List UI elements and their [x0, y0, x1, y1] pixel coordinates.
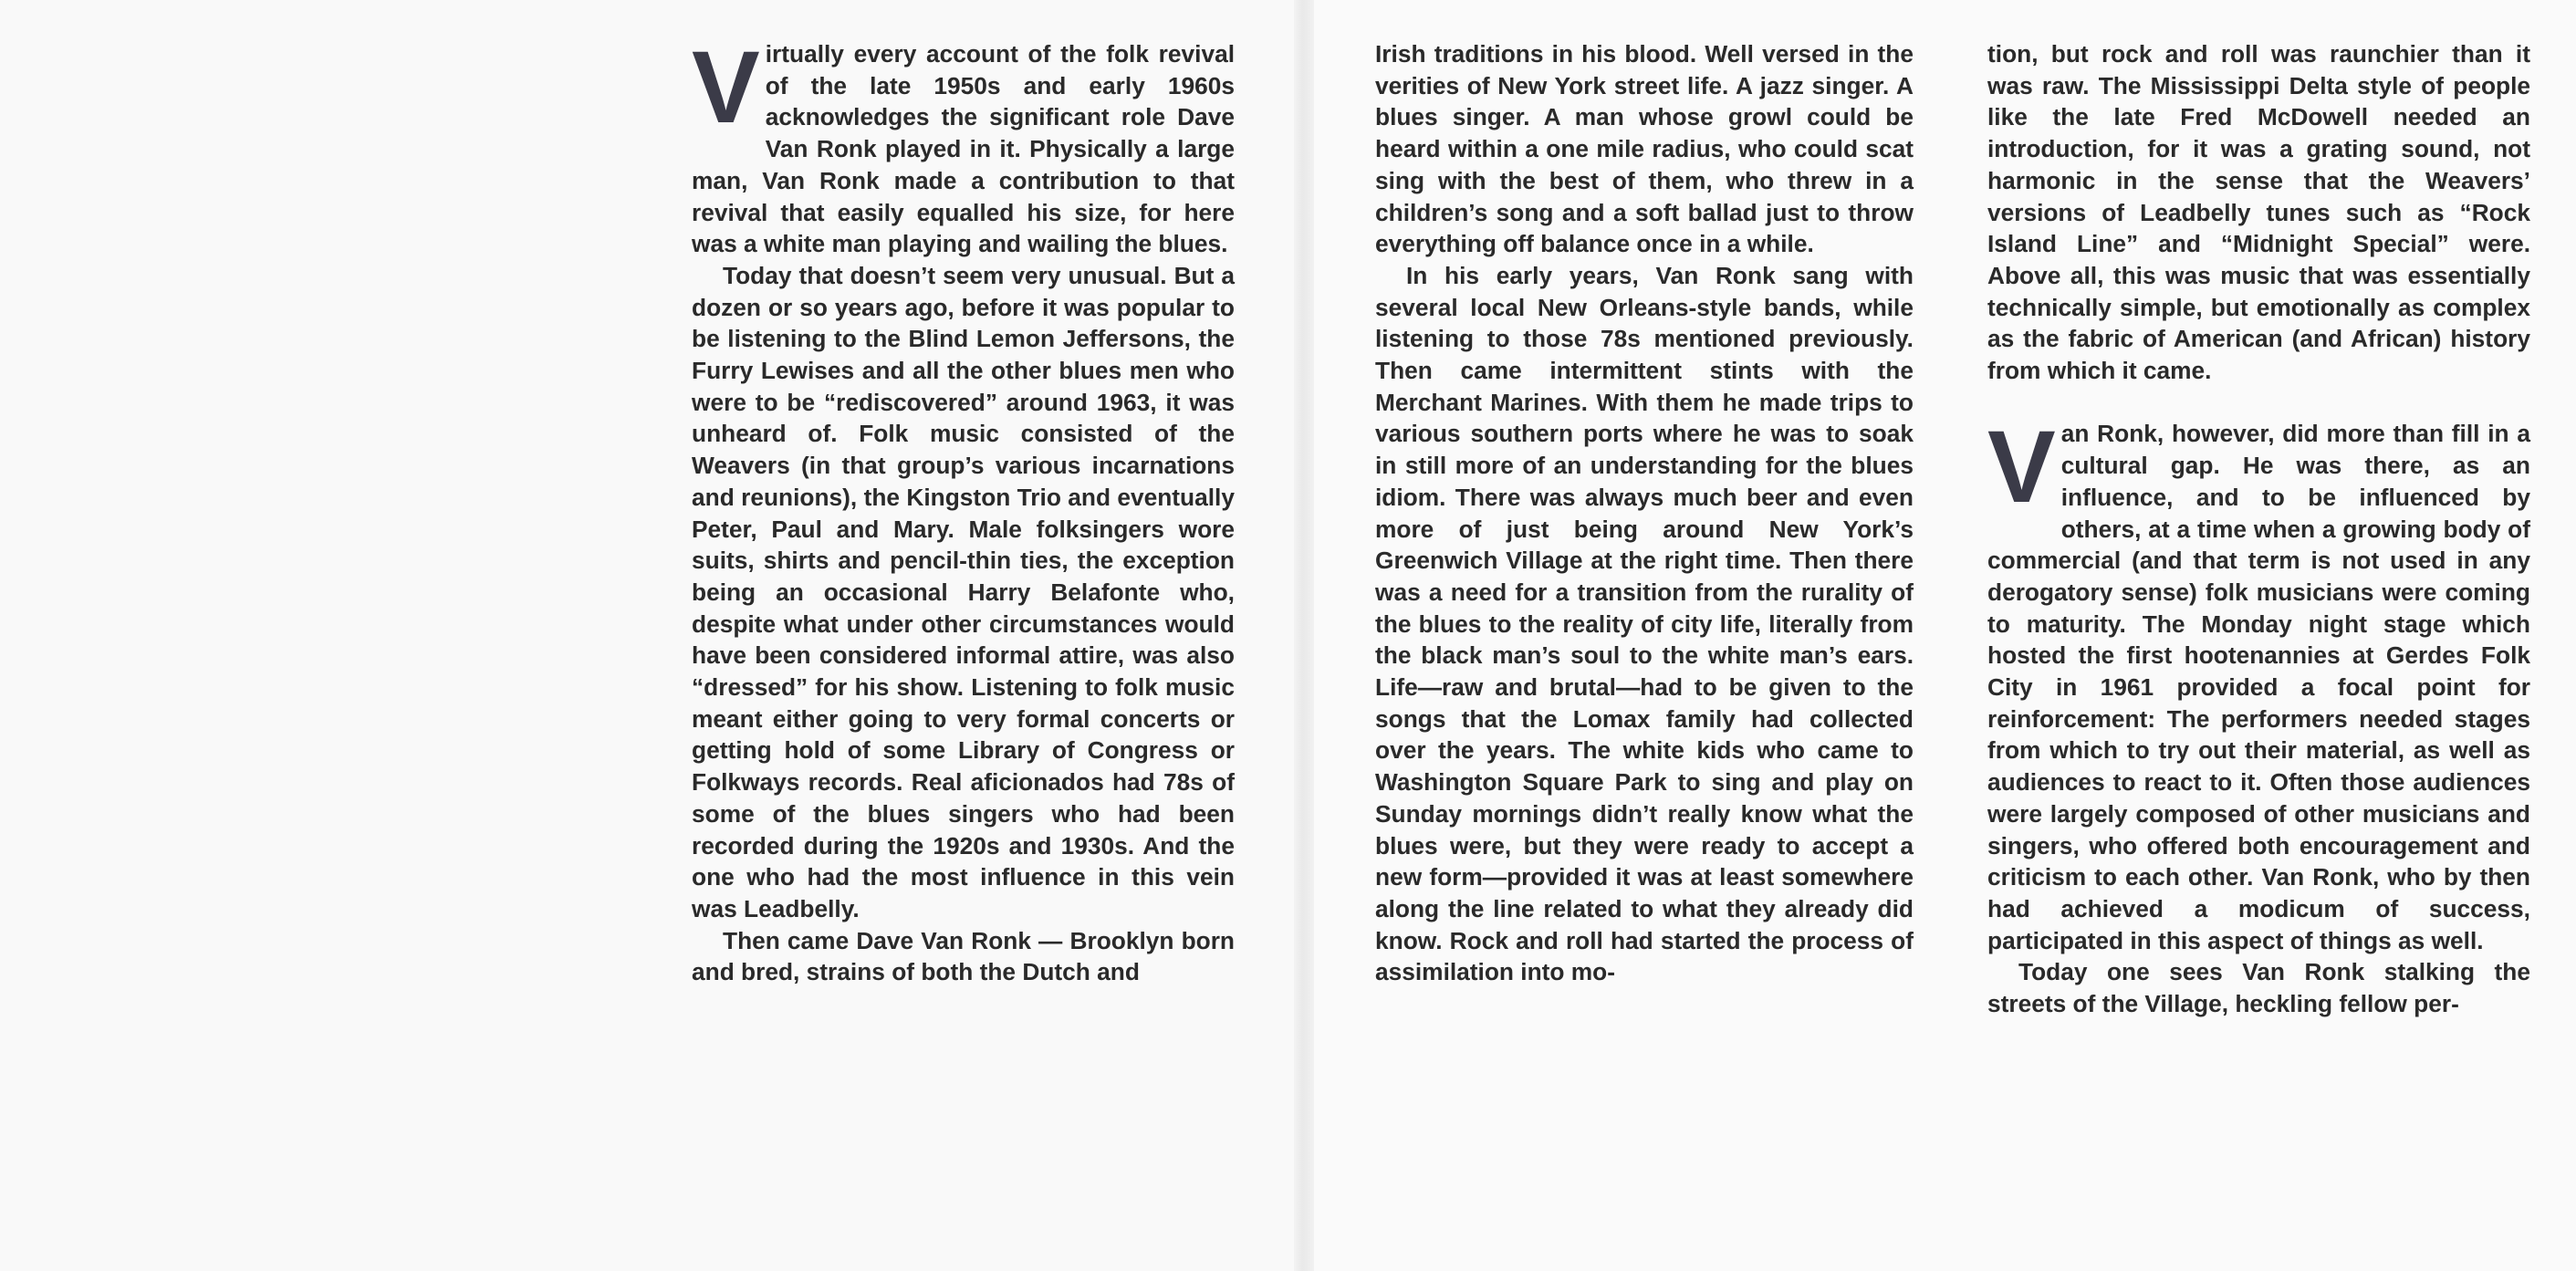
drop-cap: V	[692, 30, 760, 144]
paragraph-text: an Ronk, however, did more than fill in a cultural gap. He was there, as an influence, and to be influenced by others, at a time when a growing body of commercial (and that term is not used in any derogatory sense) folk musicians were coming to maturity. The Monday night stage which hosted the first hootenannies at Gerdes Folk City in 1961 provided a focal point for reinforcement: The performers needed stages from which to try out their material, as well as audiences to react to it. Often those audiences were largely composed of other musicians and singers, who offered both encouragement and criticism to each other. Van Ronk, who by then had achieved a modicum of success, participated in this aspect of things as well.	[1987, 420, 2530, 954]
paragraph	[692, 30, 1235, 260]
paragraph: Then came Dave Van Ronk — Brooklyn born and bred, strains of both the Dutch and	[692, 926, 1235, 986]
drop-cap: V	[1987, 410, 2056, 525]
paragraph: In his early years, Van Ronk sang with several local New Orleans-style bands, while listening to those 78s mentioned previously. Then came intermittent stints with the Merchant Marines. With them he made trips to various southern ports where he was to soak in still more of an understanding for the blues idiom. There was always much beer and even more of just being around New York’s Greenwich Village at the right time. Then there was a need for a transition from the rurality of the blues to the reality of city life, literally from the black man’s soul to the white man’s ears. Life—raw and brutal—had to be given to the songs that the Lomax family had collected over the years. The white kids who came to Washington Square Park to sing and play on Sunday mornings didn’t really know what the blues were, but they were ready to accept a new form—provided it was at least somewhere along the line related to what they already did know. Rock and roll had started the process of assimilation into mo-	[1375, 261, 1914, 986]
paragraph-text: irtually every account of the folk revival of the late 1950s and early 1960s acknowledges the significant role Dave Van Ronk played in it. Physically a large man, Van Ronk made a contribution to that revival that easily equalled his size, for here was a white man playing and wailing the blues.	[692, 40, 1235, 258]
paragraph: tion, but rock and roll was raunchier than it was raw. The Mississippi Delta style of people like the late Fred McDowell needed an introduction, for it was a grating sound, not harmonic in the sense that the Weavers’ versions of Leadbelly tunes such as “Rock Island Line” and “Midnight Special” were. Above all, this was music that was essentially technically simple, but emotionally as complex as the fabric of American (and African) history from which it came.	[1987, 40, 2530, 385]
paragraph: Irish traditions in his blood. Well versed in the verities of New York street life. A jazz singer. A blues singer. A man whose growl could be heard within a one mile radius, who could scat sing with the best of them, who threw in a children’s song and a soft ballad just to throw everything off balance once in a while.	[1375, 40, 1914, 258]
paragraph: Today that doesn’t seem very unusual. But a dozen or so years ago, before it was popular to be listening to the Blind Lemon Jeffersons, the Furry Lewises and all the other blues men who were to be “rediscovered” around 1963, it was unheard of. Folk music consisted of the Weavers (in that group’s various incarnations and reunions), the Kingston Trio and eventually Peter, Paul and Mary. Male folksingers wore suits, shirts and pencil-thin ties, the exception being an occasional Harry Belafonte who, despite what under other circumstances would have been considered informal attire, was also “dressed” for his show. Listening to folk music meant either going to very formal concerts or getting hold of some Library of Congress or Folkways records. Real aficionados had 78s of some of the blues singers who had been recorded during the 1920s and 1930s. And the one who had the most influence in this vein was Leadbelly.	[692, 261, 1235, 922]
text-column-1	[692, 30, 1235, 988]
text-column-3	[1987, 38, 2530, 1020]
paragraph	[1987, 410, 2530, 956]
center-fold	[1294, 0, 1314, 1271]
paragraph: Today one sees Van Ronk stalking the streets of the Village, heckling fellow per-	[1987, 958, 2530, 1018]
text-column-2	[1375, 38, 1914, 988]
